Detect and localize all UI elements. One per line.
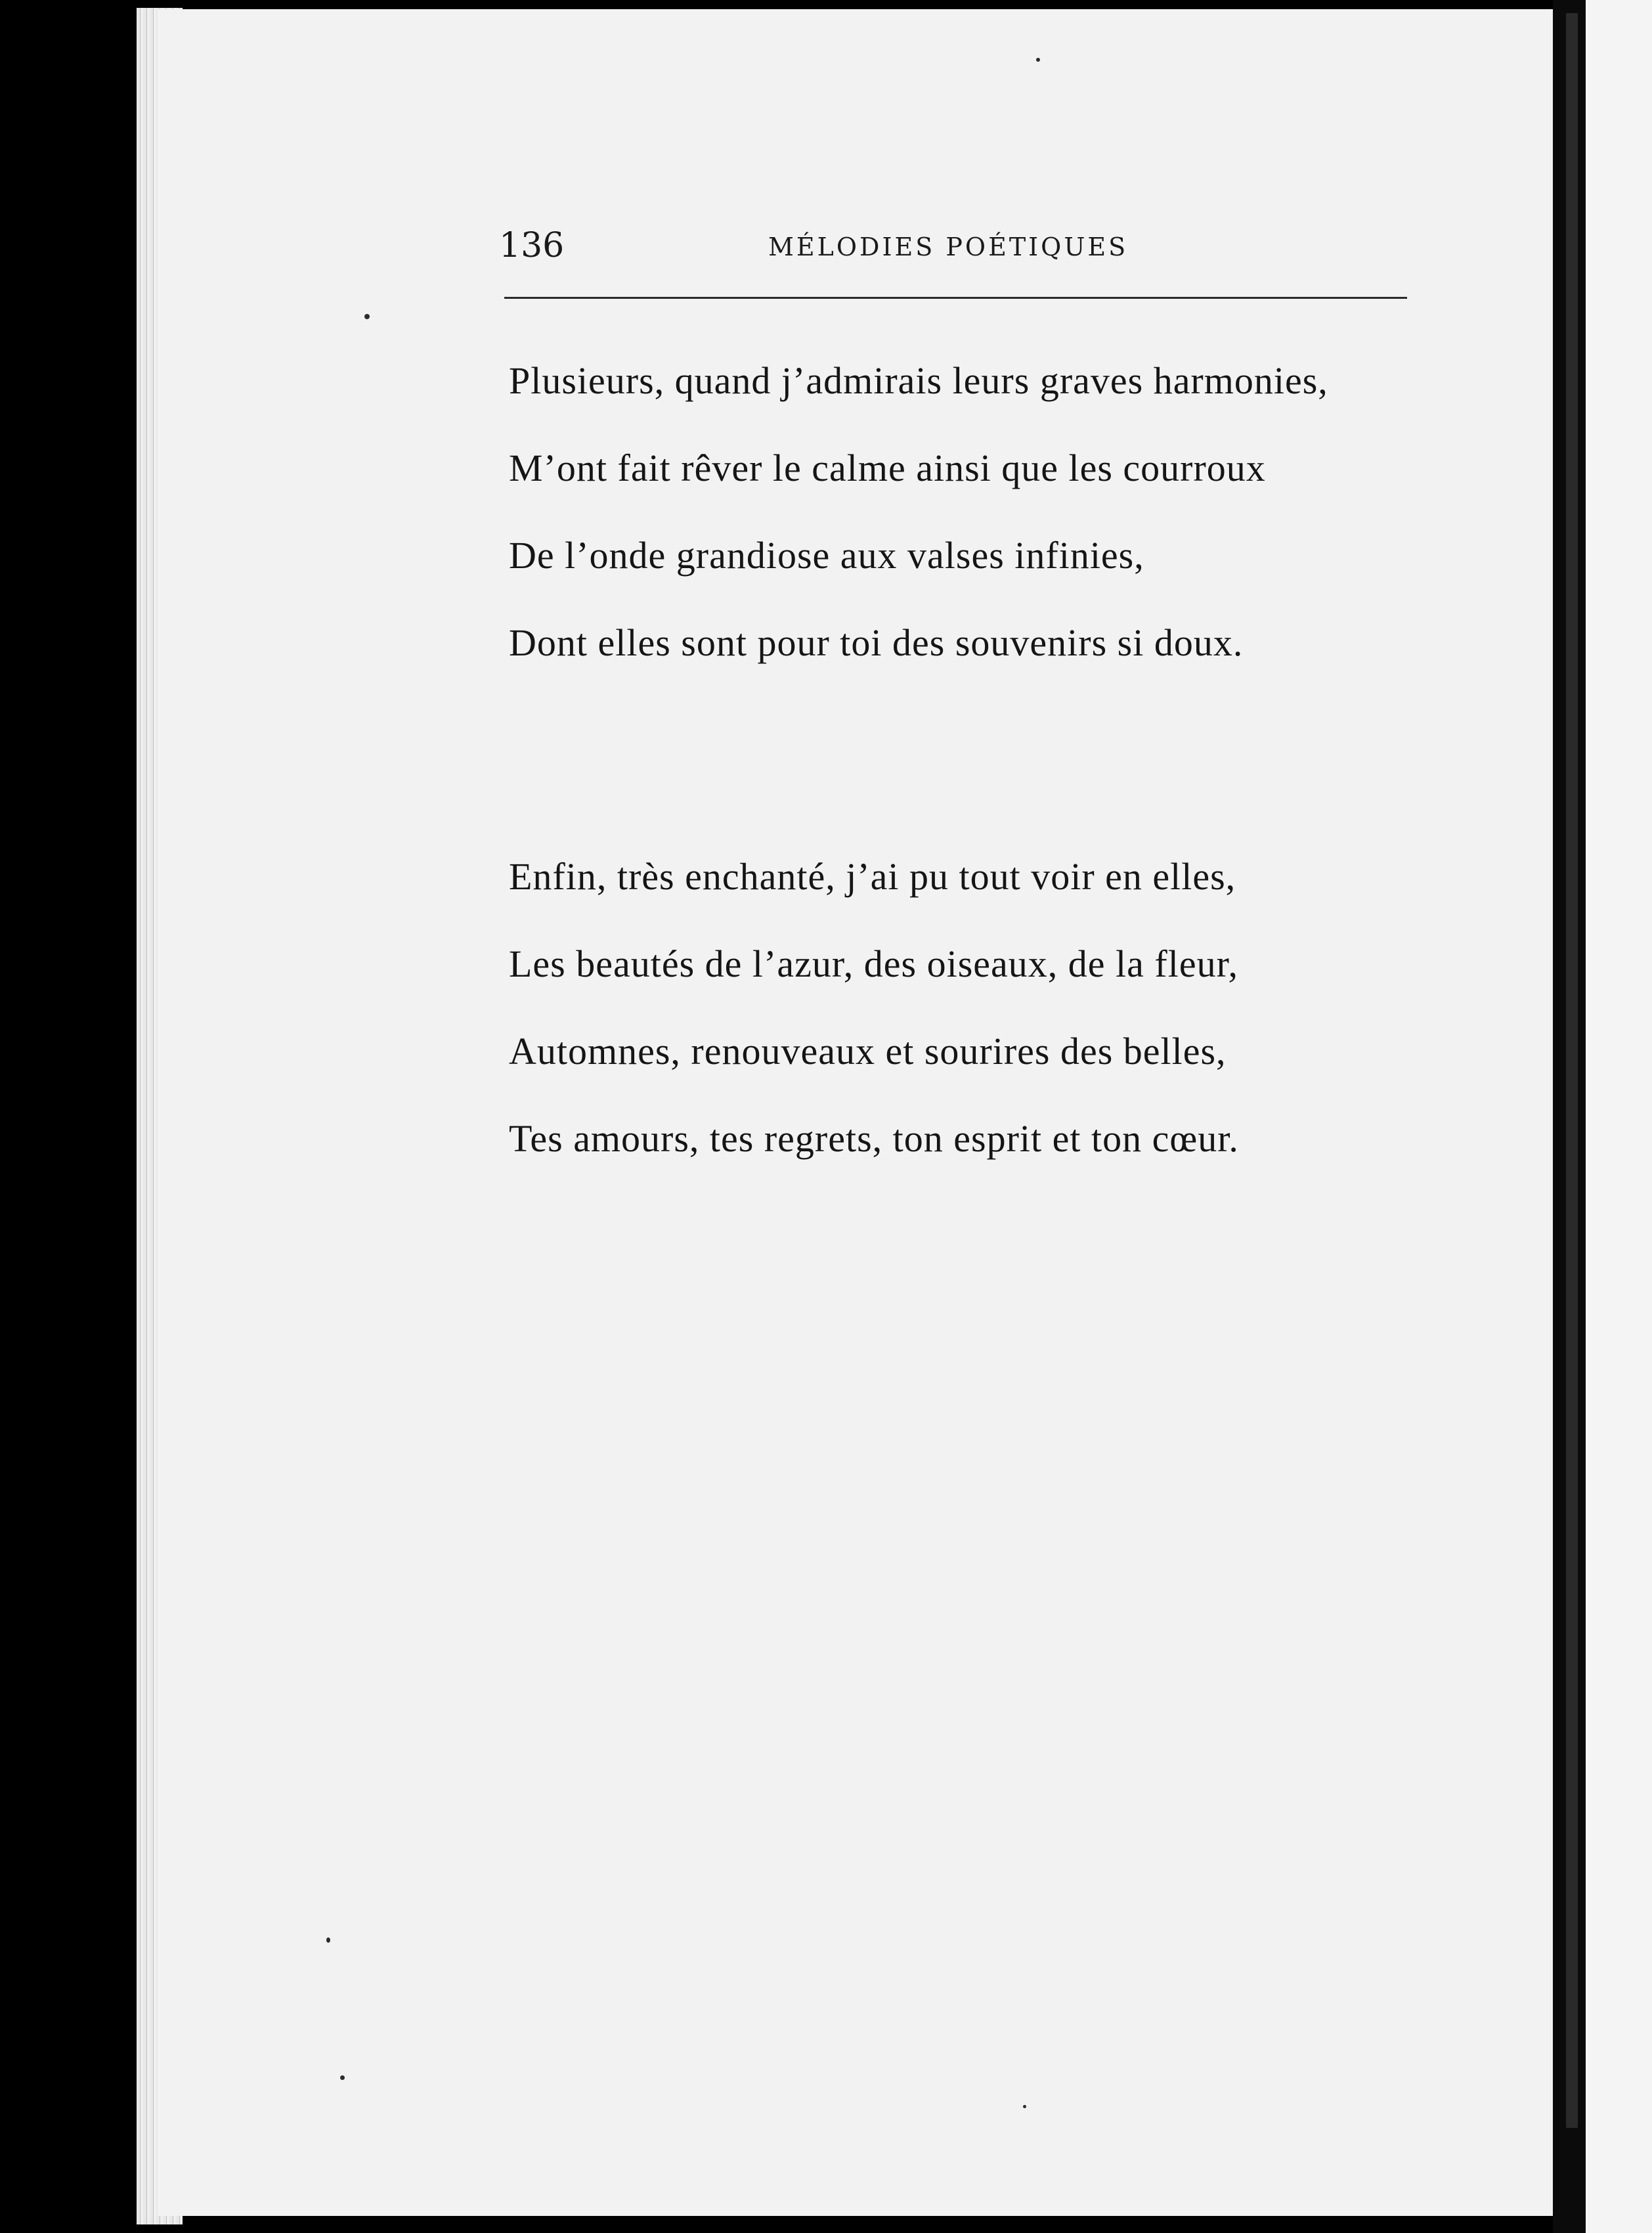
verse-line: De l’onde grandiose aux valses infinies, — [509, 534, 1144, 577]
facing-page-edge — [1586, 0, 1652, 2233]
verse-line: Automnes, renouveaux et sourires des belles, — [509, 1030, 1227, 1072]
binding-shadow — [1566, 13, 1578, 2128]
verse-line: Tes amours, tes regrets, ton esprit et ton cœur. — [509, 1117, 1239, 1160]
verse-line: Enfin, très enchanté, j’ai pu tout voir en elles, — [509, 855, 1236, 898]
stanza — [509, 854, 1428, 1203]
stanza — [509, 358, 1428, 707]
scan-speck — [1036, 58, 1040, 62]
scan-speck — [326, 1937, 330, 1943]
scan-speck — [340, 2075, 345, 2080]
verse-line: M’ont fait rêver le calme ainsi que les courroux — [509, 447, 1266, 489]
scan-speck — [364, 314, 370, 319]
running-title: MÉLODIES POÉTIQUES — [768, 232, 1129, 261]
scan-speck — [1023, 2105, 1026, 2108]
verse-line: Dont elles sont pour toi des souvenirs si doux. — [509, 621, 1244, 664]
header-rule — [504, 297, 1407, 299]
page-header — [499, 222, 1405, 275]
verse-line: Les beautés de l’azur, des oiseaux, de la fleur, — [509, 942, 1239, 985]
page-number: 136 — [499, 226, 565, 265]
verse-line: Plusieurs, quand j’admirais leurs graves harmonies, — [509, 359, 1328, 402]
